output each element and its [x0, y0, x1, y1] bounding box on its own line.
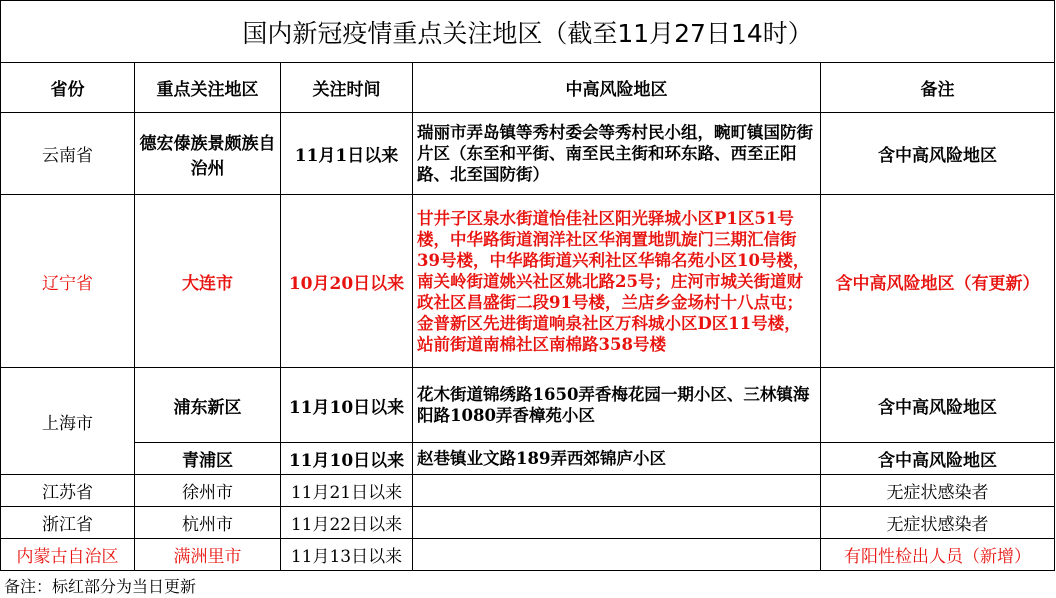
note-cell: 含中高风险地区（有更新）: [821, 195, 1055, 368]
note-cell: 无症状感染者: [821, 507, 1055, 539]
risk-cell: [413, 539, 821, 571]
header-province: 省份: [1, 63, 135, 113]
area-cell: 青浦区: [135, 443, 281, 475]
province-cell: 上海市: [1, 368, 135, 475]
time-cell: 11月22日以来: [281, 507, 413, 539]
table-row: [1, 443, 1055, 475]
footer-note: 备注：标红部分为当日更新: [4, 577, 197, 596]
area-cell: 徐州市: [135, 475, 281, 507]
risk-cell: 花木街道锦绣路1650弄香梅花园一期小区、三林镇海阳路1080弄香樟苑小区: [413, 368, 821, 443]
area-cell: 德宏傣族景颇族自治州: [135, 113, 281, 195]
header-risk: 中高风险地区: [413, 63, 821, 113]
note-cell: 含中高风险地区: [821, 368, 1055, 443]
time-cell: 11月1日以来: [281, 113, 413, 195]
note-cell: 含中高风险地区: [821, 443, 1055, 475]
time-cell: 11月21日以来: [281, 475, 413, 507]
note-cell: 含中高风险地区: [821, 113, 1055, 195]
area-cell: 满洲里市: [135, 539, 281, 571]
area-cell: 大连市: [135, 195, 281, 368]
note-cell: 无症状感染者: [821, 475, 1055, 507]
province-cell: 江苏省: [1, 475, 135, 507]
area-cell: 浦东新区: [135, 368, 281, 443]
time-cell: 11月10日以来: [281, 443, 413, 475]
risk-cell: 甘井子区泉水街道怡佳社区阳光驿城小区P1区51号楼，中华路街道润洋社区华润置地凯旋门三期汇信街39号楼，中华路街道兴利社区华锦名苑小区10号楼，南关岭街道姚兴社区姚北路25号；庄河市城关街道财政社区昌盛街二段91号楼，兰店乡金场村十八点屯；金普新区先进街道响泉社区万科城小区D区11号楼，站前街道南棉社区南棉路358号楼: [413, 195, 821, 368]
time-cell: 10月20日以来: [281, 195, 413, 368]
table-row: [1, 113, 1055, 195]
time-cell: 11月10日以来: [281, 368, 413, 443]
header-note: 备注: [821, 63, 1055, 113]
risk-cell: 赵巷镇业文路189弄西郊锦庐小区: [413, 443, 821, 475]
area-cell: 杭州市: [135, 507, 281, 539]
province-cell: 云南省: [1, 113, 135, 195]
note-cell: 有阳性检出人员（新增）: [821, 539, 1055, 571]
table-row: [1, 195, 1055, 368]
header-area: 重点关注地区: [135, 63, 281, 113]
table-row: [1, 507, 1055, 539]
risk-cell: [413, 475, 821, 507]
table-row: [1, 475, 1055, 507]
risk-cell: 瑞丽市弄岛镇等秀村委会等秀村民小组，畹町镇国防街片区（东至和平街、南至民主街和环东路、西至正阳路、北至国防街）: [413, 113, 821, 195]
time-cell: 11月13日以来: [281, 539, 413, 571]
table-row: [1, 539, 1055, 571]
table-title: 国内新冠疫情重点关注地区（截至11月27日14时）: [1, 1, 1055, 63]
header-row: [1, 63, 1055, 113]
province-cell: 内蒙古自治区: [1, 539, 135, 571]
table-row: [1, 368, 1055, 443]
risk-cell: [413, 507, 821, 539]
province-cell: 浙江省: [1, 507, 135, 539]
header-time: 关注时间: [281, 63, 413, 113]
province-cell: 辽宁省: [1, 195, 135, 368]
